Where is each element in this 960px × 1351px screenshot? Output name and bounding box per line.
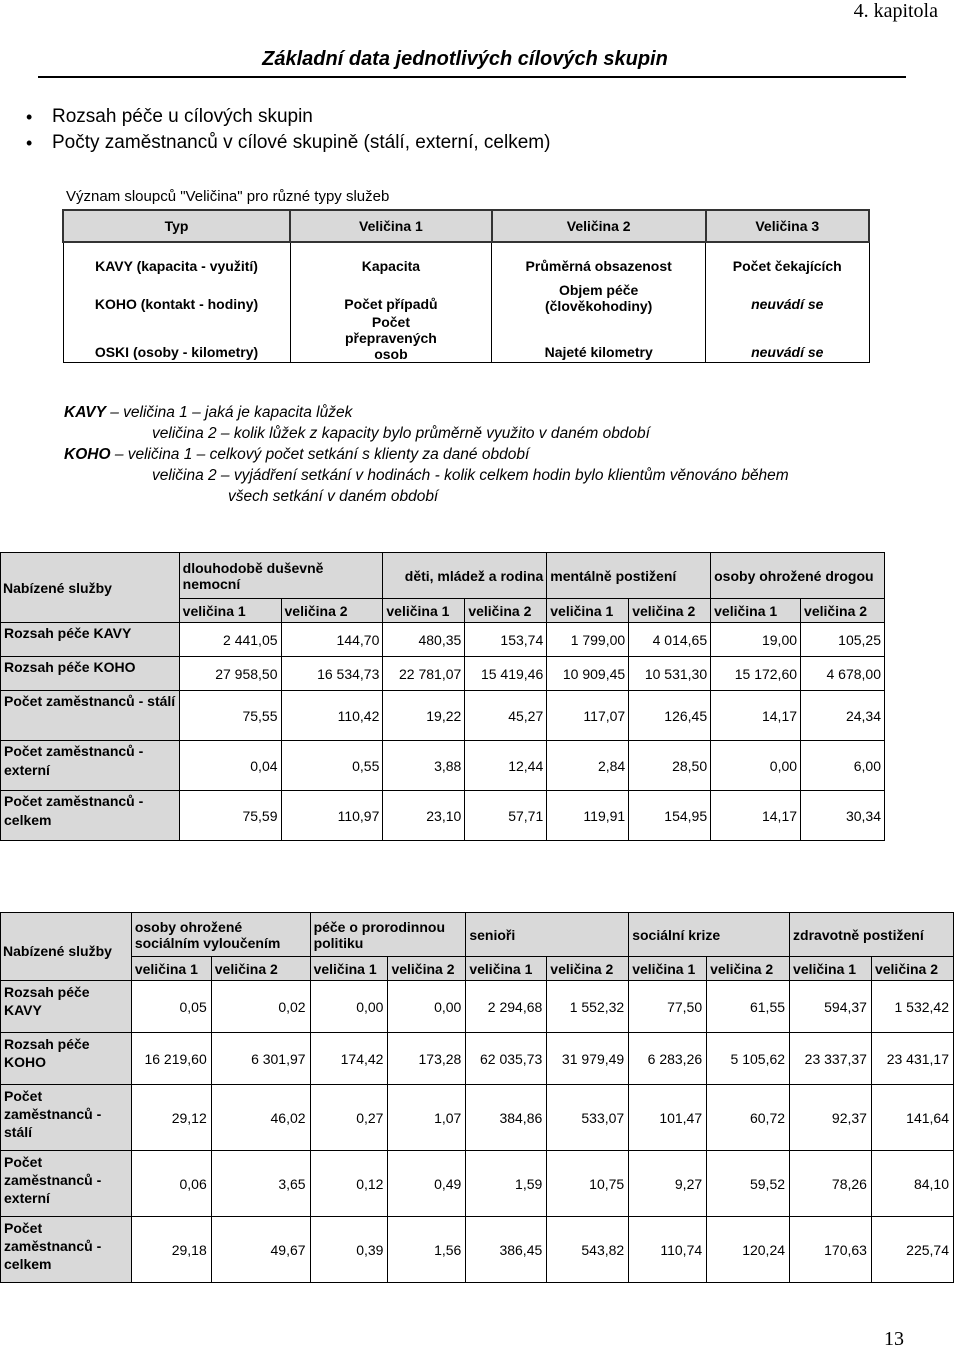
value-cell: 10 909,45 [547,657,629,691]
value-cell: 1 532,42 [871,981,953,1033]
row-label: Počet zaměstnanců - stálí [1,691,180,741]
value-cell: 75,55 [179,691,281,741]
row-label: Rozsah péče KAVY [1,981,132,1033]
note-text: všech setkání v daném období [228,488,439,505]
subheader-cell: veličina 1 [131,957,211,981]
corner-cell: Nabízené služby [1,553,180,623]
meaning-cell: Počet přepravených osob [290,314,492,363]
value-cell: 45,27 [465,691,547,741]
value-cell: 6,00 [801,741,885,791]
value-cell: 225,74 [871,1217,953,1283]
value-cell: 15 419,46 [465,657,547,691]
meaning-cell: OSKI (osoby - kilometry) [63,314,290,363]
meaning-cell: neuvádí se [706,314,869,363]
page-number: 13 [884,1328,904,1350]
row-label: Počet zaměstnanců - celkem [1,1217,132,1283]
value-cell: 22 781,07 [383,657,465,691]
value-cell: 1 552,32 [547,981,629,1033]
note-koho-label: KOHO [64,446,111,463]
value-cell: 0,49 [388,1151,466,1217]
notes-block [64,402,789,507]
value-cell: 9,27 [629,1151,707,1217]
value-cell: 0,00 [711,741,801,791]
value-cell: 110,74 [629,1217,707,1283]
meaning-row [63,242,869,276]
value-cell: 61,55 [707,981,790,1033]
value-cell: 28,50 [629,741,711,791]
subheader-cell: veličina 2 [281,599,383,623]
value-cell: 78,26 [790,1151,872,1217]
value-cell: 24,34 [801,691,885,741]
value-cell: 60,72 [707,1085,790,1151]
subheader-cell: veličina 1 [466,957,547,981]
value-cell: 75,59 [179,791,281,841]
value-cell: 117,07 [547,691,629,741]
subheader-cell: veličina 2 [388,957,466,981]
value-cell: 110,97 [281,791,383,841]
value-cell: 170,63 [790,1217,872,1283]
meaning-cell: Průměrná obsazenost [492,242,706,276]
subheader-cell: veličina 1 [310,957,388,981]
value-cell: 594,37 [790,981,872,1033]
value-cell: 0,06 [131,1151,211,1217]
table-row [1,741,885,791]
value-cell: 480,35 [383,623,465,657]
subheader-cell: veličina 2 [465,599,547,623]
value-cell: 174,42 [310,1033,388,1085]
value-cell: 12,44 [465,741,547,791]
value-cell: 19,22 [383,691,465,741]
value-cell: 31 979,49 [547,1033,629,1085]
value-cell: 173,28 [388,1033,466,1085]
group-header: osoby ohrožené drogou [711,553,885,599]
subheader-cell: veličina 1 [547,599,629,623]
value-cell: 19,00 [711,623,801,657]
value-cell: 0,00 [388,981,466,1033]
meaning-table-title: Význam sloupců "Veličina" pro různé typy služeb [66,188,390,205]
row-label: Rozsah péče KAVY [1,623,180,657]
row-label: Rozsah péče KOHO [1,657,180,691]
group-header: zdravotně postižení [790,913,954,957]
meaning-cell: Objem péče (člověkohodiny) [492,276,706,314]
value-cell: 23 337,37 [790,1033,872,1085]
value-cell: 533,07 [547,1085,629,1151]
value-cell: 92,37 [790,1085,872,1151]
value-cell: 0,55 [281,741,383,791]
meaning-cell: Kapacita [290,242,492,276]
value-cell: 4 014,65 [629,623,711,657]
title-underline [38,76,906,78]
table-row [1,1085,954,1151]
value-cell: 386,45 [466,1217,547,1283]
table-row [1,791,885,841]
note-kavy-label: KAVY [64,404,106,421]
table-row [1,691,885,741]
subheader-cell: veličina 2 [801,599,885,623]
group-header: senioři [466,913,629,957]
bullet-item: • Počty zaměstnanců v cílové skupině (stálí, externí, celkem) [26,130,550,156]
meaning-row [63,314,869,363]
value-cell: 153,74 [465,623,547,657]
bullet-list [26,104,550,156]
group-header: dlouhodobě duševně nemocní [179,553,383,599]
group-header: péče o prorodinnou politiku [310,913,466,957]
note-text: – veličina 1 – celkový počet setkání s klienty za dané období [114,446,530,463]
table-row [1,1151,954,1217]
group-header: sociální krize [629,913,790,957]
meaning-cell: Počet čekajících [706,242,869,276]
subheader-cell: veličina 1 [711,599,801,623]
header-cell: Veličina 1 [290,210,492,242]
value-cell: 49,67 [211,1217,310,1283]
value-cell: 16 534,73 [281,657,383,691]
meaning-cell: KAVY (kapacita - využití) [63,242,290,276]
value-cell: 2,84 [547,741,629,791]
value-cell: 29,12 [131,1085,211,1151]
value-cell: 6 283,26 [629,1033,707,1085]
value-cell: 14,17 [711,791,801,841]
value-cell: 0,39 [310,1217,388,1283]
value-cell: 14,17 [711,691,801,741]
value-cell: 0,12 [310,1151,388,1217]
value-cell: 0,27 [310,1085,388,1151]
value-cell: 84,10 [871,1151,953,1217]
value-cell: 126,45 [629,691,711,741]
value-cell: 384,86 [466,1085,547,1151]
target-groups-table-2 [0,912,954,1283]
chapter-label: 4. kapitola [853,0,938,22]
subheader-cell: veličina 1 [790,957,872,981]
value-cell: 2 294,68 [466,981,547,1033]
note-text: veličina 2 – vyjádření setkání v hodinách - kolik celkem hodin bylo klientům věnováno během [152,467,789,484]
value-cell: 1,07 [388,1085,466,1151]
meaning-cell: KOHO (kontakt - hodiny) [63,276,290,314]
row-label: Počet zaměstnanců - externí [1,1151,132,1217]
value-cell: 144,70 [281,623,383,657]
value-cell: 15 172,60 [711,657,801,691]
value-cell: 0,04 [179,741,281,791]
header-cell: Typ [63,210,290,242]
target-groups-table-1 [0,552,885,841]
row-label: Rozsah péče KOHO [1,1033,132,1085]
subheader-cell: veličina 2 [629,599,711,623]
value-cell: 101,47 [629,1085,707,1151]
meaning-header-row [63,210,869,242]
value-cell: 105,25 [801,623,885,657]
value-cell: 29,18 [131,1217,211,1283]
meaning-cell: neuvádí se [706,276,869,314]
subheader-cell: veličina 1 [179,599,281,623]
subheader-cell: veličina 1 [383,599,465,623]
value-cell: 23 431,17 [871,1033,953,1085]
group-header-row [1,913,954,957]
value-cell: 1,59 [466,1151,547,1217]
value-cell: 62 035,73 [466,1033,547,1085]
table-row [1,1033,954,1085]
page-title: Základní data jednotlivých cílových skupin [262,48,668,70]
note-text: veličina 2 – kolik lůžek z kapacity bylo průměrně využito v daném období [152,425,650,442]
value-cell: 141,64 [871,1085,953,1151]
table-row [1,1217,954,1283]
value-cell: 5 105,62 [707,1033,790,1085]
value-cell: 119,91 [547,791,629,841]
table-row [1,623,885,657]
group-header: osoby ohrožené sociálním vyloučením [131,913,310,957]
value-cell: 10,75 [547,1151,629,1217]
value-cell: 1,56 [388,1217,466,1283]
group-header-row [1,553,885,599]
value-cell: 10 531,30 [629,657,711,691]
corner-cell: Nabízené služby [1,913,132,981]
group-header: mentálně postižení [547,553,711,599]
value-cell: 120,24 [707,1217,790,1283]
meaning-cell: Najeté kilometry [492,314,706,363]
header-cell: Veličina 3 [706,210,869,242]
value-cell: 543,82 [547,1217,629,1283]
row-label: Počet zaměstnanců - externí [1,741,180,791]
value-cell: 1 799,00 [547,623,629,657]
value-cell: 16 219,60 [131,1033,211,1085]
table-row [1,981,954,1033]
bullet-item: • Rozsah péče u cílových skupin [26,104,550,130]
subheader-cell: veličina 2 [547,957,629,981]
value-cell: 27 958,50 [179,657,281,691]
subheader-cell: veličina 2 [211,957,310,981]
subheader-row [1,957,954,981]
header-cell: Veličina 2 [492,210,706,242]
value-cell: 3,65 [211,1151,310,1217]
subheader-cell: veličina 2 [871,957,953,981]
group-header: děti, mládež a rodina [383,553,547,599]
meaning-cell: Počet případů [290,276,492,314]
value-cell: 30,34 [801,791,885,841]
value-cell: 0,02 [211,981,310,1033]
value-cell: 46,02 [211,1085,310,1151]
value-cell: 0,00 [310,981,388,1033]
row-label: Počet zaměstnanců - celkem [1,791,180,841]
row-label: Počet zaměstnanců - stálí [1,1085,132,1151]
value-cell: 3,88 [383,741,465,791]
value-cell: 77,50 [629,981,707,1033]
value-cell: 6 301,97 [211,1033,310,1085]
meaning-table [62,209,870,363]
subheader-cell: veličina 2 [707,957,790,981]
value-cell: 4 678,00 [801,657,885,691]
value-cell: 57,71 [465,791,547,841]
note-text: – veličina 1 – jaká je kapacita lůžek [110,404,353,421]
value-cell: 110,42 [281,691,383,741]
meaning-row [63,276,869,314]
value-cell: 154,95 [629,791,711,841]
value-cell: 59,52 [707,1151,790,1217]
value-cell: 2 441,05 [179,623,281,657]
value-cell: 0,05 [131,981,211,1033]
table-row [1,657,885,691]
subheader-cell: veličina 1 [629,957,707,981]
value-cell: 23,10 [383,791,465,841]
